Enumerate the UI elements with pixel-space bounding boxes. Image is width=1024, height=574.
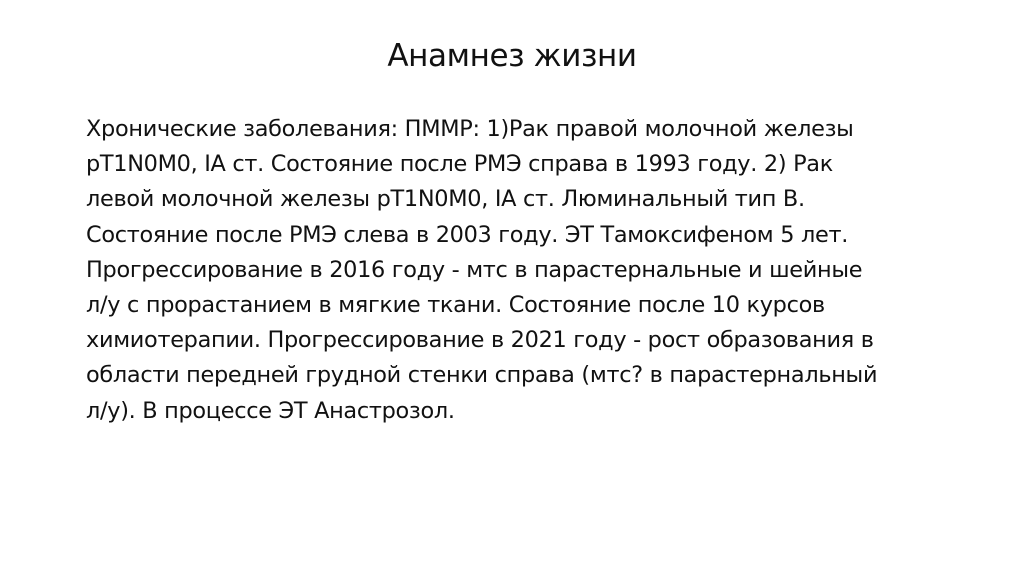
body-line: Хронические заболевания: ПММР: 1)Рак правой молочной железы (86, 116, 854, 142)
body-line: левой молочной железы pT1N0M0, IA ст. Люминальный тип В. (86, 186, 805, 213)
body-line: Состояние после РМЭ слева в 2003 году. ЭТ Тамоксифеном 5 лет. (86, 221, 849, 248)
body-line: Прогрессирование в 2016 году - мтс в парастернальные и шейные (86, 256, 863, 283)
body-line: химиотерапии. Прогрессирование в 2021 году - рост образования в (86, 327, 874, 354)
body-line: л/у с прорастанием в мягкие ткани. Состояние после 10 курсов (86, 292, 825, 319)
body-line: л/у). В процессе ЭТ Анастрозол. (86, 397, 455, 424)
body-line: pT1N0M0, IA ст. Состояние после РМЭ справа в 1993 году. 2) Рак (86, 151, 833, 178)
slide-body-text (86, 112, 956, 429)
slide-title: Анамнез жизни (387, 38, 637, 74)
body-line: области передней грудной стенки справа (мтс? в парастернальный (86, 362, 878, 389)
